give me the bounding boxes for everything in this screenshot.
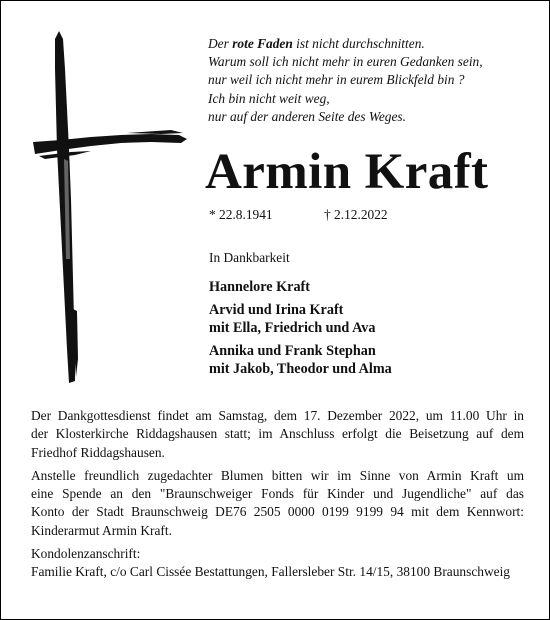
deceased-name: Armin Kraft [205, 144, 489, 200]
poem-line: nur weil ich nicht mehr in eurem Blickfeld bin ? [208, 72, 465, 88]
notice-body [31, 407, 524, 582]
poem-line: Warum soll ich nicht mehr in euren Gedanken sein, [208, 54, 483, 70]
poem-line: Der rote Faden ist nicht durchschnitten. [208, 36, 425, 51]
mourner-group [209, 301, 392, 338]
condolence-address [31, 545, 524, 582]
donation-paragraph [31, 467, 524, 540]
mourner-group [209, 342, 392, 379]
birth-date: * 22.8.1941 [209, 207, 273, 222]
condolence-label: Kondolenzanschrift: [31, 546, 141, 562]
life-dates [209, 207, 388, 223]
mourner-name: Arvid und Irina Kraft [209, 301, 344, 318]
poem-line: Ich bin nicht weit weg, [208, 90, 330, 106]
mourner-group [209, 278, 392, 297]
hand-drawn-cross-icon [31, 9, 191, 389]
poem-highlight: rote Faden [232, 36, 293, 51]
mourner-name: Hannelore Kraft [209, 279, 311, 295]
text-line: Kinderarmut Armin Kraft. [31, 522, 172, 538]
poem-line: nur auf der anderen Seite des Weges. [208, 108, 406, 124]
thanks-intro: In Dankbarkeit [209, 250, 290, 265]
text-line: eine Spende an den "Braunschweiger Fonds für Kinder und Jugendliche" auf das [31, 486, 524, 502]
mourner-children: mit Jakob, Theodor und Alma [209, 361, 392, 377]
mourners-list [209, 278, 392, 383]
text-line: Anstelle freundlich zugedachter Blumen bitten wir im Sinne von Armin Kraft um [31, 467, 524, 483]
poem [208, 35, 528, 126]
service-paragraph [31, 407, 524, 462]
death-date: † 2.12.2022 [324, 207, 388, 222]
text-line: Konto der Stadt Braunschweig DE76 2505 0000 0199 9199 94 mit dem Kennwort: [31, 504, 524, 520]
text-line: Friedhof Riddagshausen. [31, 444, 165, 460]
mourner-children: mit Ella, Friedrich und Ava [209, 320, 376, 336]
text-line: der Klosterkirche Riddagshausen statt; im Anschluss erfolgt die Beisetzung auf dem [31, 426, 524, 442]
text-line: Der Dankgottesdienst findet am Samstag, dem 17. Dezember 2022, um 11.00 Uhr in [31, 408, 524, 423]
mourner-name: Annika und Frank Stephan [209, 342, 376, 359]
condolence-address-text: Familie Kraft, c/o Carl Cissée Bestattungen, Fallersleber Str. 14/15, 38100 Braunschweig [31, 564, 510, 580]
